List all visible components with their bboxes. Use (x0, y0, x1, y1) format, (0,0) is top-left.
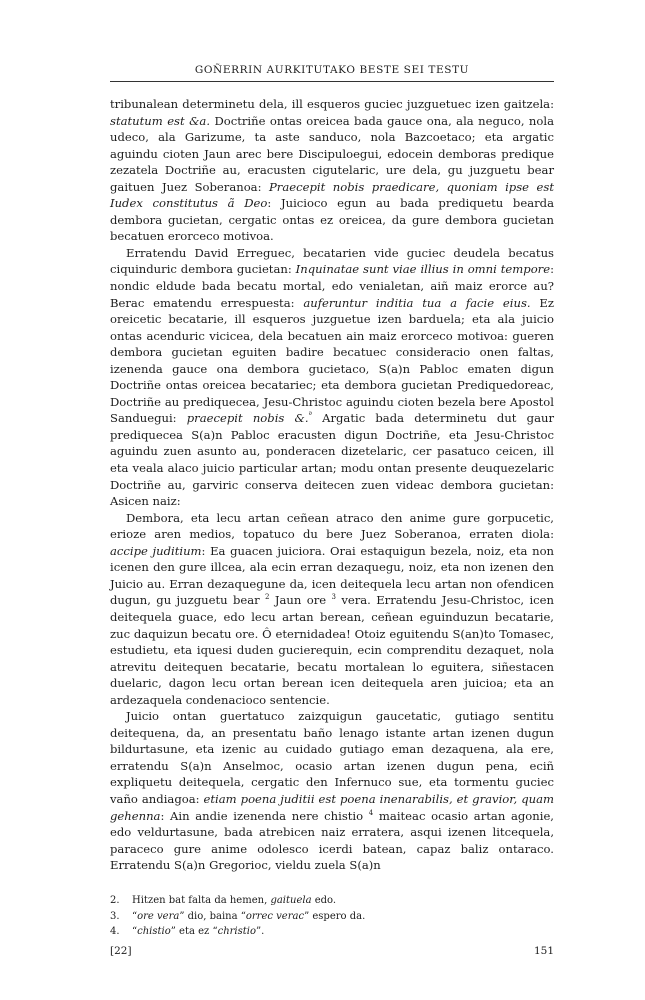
latin-quote: gaituela (270, 895, 312, 906)
text-run: edo. (311, 895, 337, 906)
text-run: Erratendu David Erreguec, becatarien vide guciec deudela becatus ciquinduric dembora gucietan: (110, 245, 554, 277)
text-run: Argatic bada determinetu dut gaur prediquecea S(a)n Pabloc eracusten digun Doctriñe, eta Jesu-Christoc aguindu zuen asunto au, ponderacen dizetelaric, cer pasatuco ceicen, ill eta veala alaco juicio particular artan; modu ontan presente deuquezelaric Doctriñe au, garviric conserva deitecen zuen videac dembora gucietan: Asicen naiz: (110, 411, 554, 509)
footnote-ref: 3 (331, 593, 336, 602)
text-run: : Juicioco egun au bada prediquetu bearda dembora gucietan, cergatic ontas ez oreicea, da gure dembora gucietan becatuen erorceco motivoa. (110, 196, 554, 244)
text-run: Hitzen bat falta da hemen, (132, 895, 271, 906)
text-run: ”. (255, 926, 265, 937)
footnotes (110, 893, 554, 940)
main-text (110, 96, 554, 874)
latin-quote: accipe juditium (110, 543, 202, 558)
footnote (110, 893, 554, 909)
latin-quote: statutum est &a. (110, 113, 211, 128)
latin-quote: chistio (137, 926, 171, 937)
text-run: Ez oreicetic becatarie, ill esqueros juzguetue izen barduela; eta ala juicio ontas acenduric vicicea, dela becatuen ain maiz erorceco motivoa: gueren dembora gucietan eguiten badire becatuec consideracio onen faltas, izenenda gauce ona dembora gucietaco, S(a)n Pabloc ematen digun Doctriñe ontas oreicea becatariec; eta dembora gucietan Prediquedoreac, Doctriñe au prediquecea, Jesu-Christoc aguindu cioten bezela bere Apostol Sanduegui: (110, 295, 554, 426)
latin-quote: orrec verac (245, 910, 305, 922)
header-rule (110, 81, 554, 82)
paragraph (110, 510, 554, 709)
latin-quote: christio (217, 926, 256, 937)
running-header: GOÑERRIN AURKITUTAKO BESTE SEI TESTU (194, 64, 470, 76)
text-run: tribunalean determinetu dela, ill esqueros guciec juzguetuec izen gaitzela: (110, 97, 554, 111)
text-run: ” dio, baina “ (179, 910, 246, 922)
latin-quote: auferuntur inditia tua a facie eius. (303, 295, 531, 310)
footnote-text (132, 893, 336, 909)
text-run: Doctriñe ontas oreicea bada gauce ona, ala neguco, nola udeco, ala Garizume, ta aste sanduco, nola Bazcoetaco; eta argatic aguindu cioten Jaun arec bere Discipuloegui, edocein demboras predique zezatela Doctriñe au, eracusten cigutelaric, ure dela, gu juzguetu bear gaituen Juez Soberanoa: (110, 113, 555, 194)
footnote-number: 2. (110, 895, 120, 906)
section-marker: [22] (110, 945, 132, 957)
latin-quote: praecepit nobis &. (186, 411, 309, 426)
footnote-ref: ª (308, 411, 312, 420)
paragraph (110, 708, 554, 873)
text-run: vera. Erratendu Jesu-Christoc, icen deitequela guace, edo lecu artan berean, ceñean eguinduzun becatarie, zuc daquizun becatu ore. Ô eternidadea! Otoiz eguitendu S(an)to Tomasec, estudietu, eta iquesi duden gucierequin, ecin comprenditu dezaquet, nola atrevitu deitequen becatarie, becatu mortalean lo eguitera, siñestacen duelaric, dagon lecu ortan berean icen deitequela aren juicioa; eta an ardezaquela condenacioco sentencie. (110, 593, 555, 707)
footnote (110, 909, 554, 925)
footnote-text (132, 924, 264, 940)
footnote (110, 924, 554, 940)
footnote-number: 4. (110, 926, 120, 937)
text-run: Juicio ontan guertatuco zaizquigun gaucetatic, gutiago sentitu deitequena, da, an presentatu baño lenago istante artan izenen dugun bildurtasune, eta izenic au cuidado gutiago eman dezaquena, ala ere, erratendu S(a)n Anselmoc, ocasio artan izenen dugun pena, eciñ expliquetu deitequela, cergatic den Infernuco sue, eta tormentu guciec vaño andiagoa: (110, 709, 554, 806)
latin-quote: etiam poena juditii est poena inenarabilis, et gravior, quam gehenna (110, 791, 554, 823)
text-run: “ (132, 926, 138, 937)
latin-quote: ore vera (137, 910, 180, 922)
text-run: ” eta ez “ (170, 926, 218, 937)
text-run: : nondic eldude bada becatu mortal, edo venialetan, aiñ maiz erorce au? Berac ematendu errespuesta: (110, 262, 554, 310)
text-run: Dembora, eta lecu artan ceñean atraco den anime gure gorpucetic, erioze aren medios, topatuco du bere Juez Soberanoa, erraten diola: (110, 510, 554, 542)
footnote-ref: 2 (265, 593, 270, 602)
text-run: : Ain andie izenenda nere chistio (160, 808, 369, 823)
footnote-text (132, 909, 365, 925)
latin-quote: Praecepit nobis praedicare, quoniam ipse est Iudex constitutus ã Deo (110, 179, 554, 211)
text-run: ” espero da. (304, 910, 366, 922)
text-run: Jaun ore (269, 593, 332, 608)
footnote-number: 3. (110, 910, 120, 922)
page-number: 151 (533, 945, 554, 957)
text-run: “ (132, 910, 138, 922)
paragraph (110, 245, 554, 510)
latin-quote: Inquinatae sunt viae illius in omni tempore (295, 262, 551, 277)
text-run: maiteac ocasio artan agonie, edo veldurtasune, bada atrebicen naiz erratera, asqui izenen litcequela, paraceco gure anime odolesco icerdi batean, capaz baliz ontaraco. Erratendu S(a)n Gregorioc, vieldu zuela S(a)n (110, 808, 554, 873)
footnote-ref: 4 (368, 808, 374, 817)
text-run: : Ea guacen juiciora. Orai estaquigun bezela, noiz, eta non icenen den gure illcea, ala ecin erran dezaquegu, noiz, eta non izenen den Juicio au. Erran dezaquegune da, icen deitequela lecu artan non ofendicen dugun, gu juzguetu bear (110, 543, 555, 608)
paragraph (110, 96, 554, 245)
